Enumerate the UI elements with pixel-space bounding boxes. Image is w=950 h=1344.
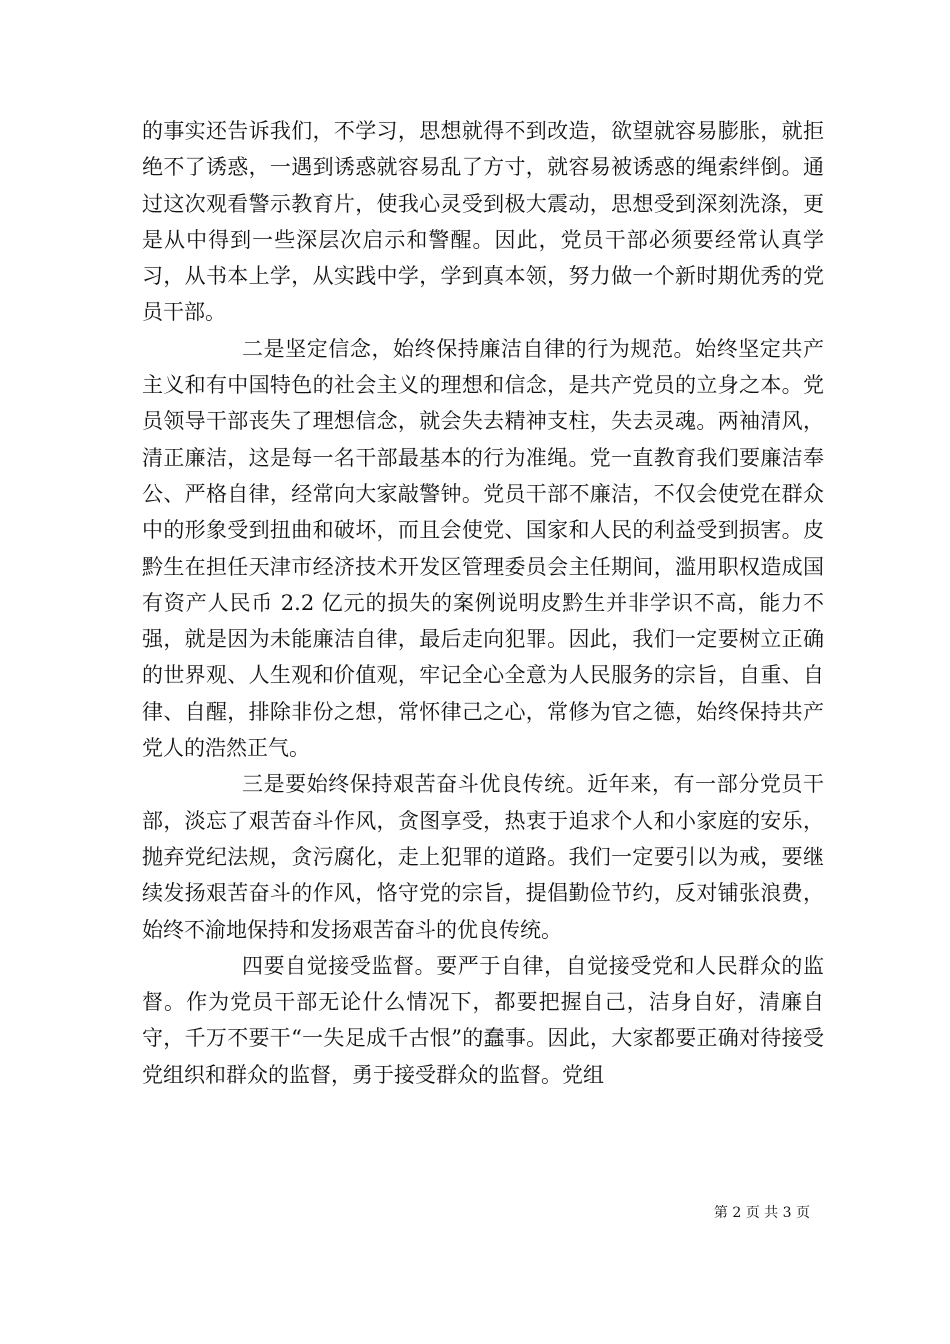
page-number-footer: 第 2 页 共 3 页	[713, 1205, 810, 1221]
paragraph-point-three: 三是要始终保持艰苦奋斗优良传统。近年来，有一部分党员干部，淡忘了艰苦奋斗作风，贪图享受，热衷于追求个人和小家庭的安乐，抛弃党纪法规，贪污腐化，走上犯罪的道路。我们一定要引以为戒，要继续发扬艰苦奋斗的作风，恪守党的宗旨，提倡勤俭节约，反对铺张浪费，始终不渝地保持和发扬艰苦奋斗的优良传统。	[142, 772, 824, 942]
document-body	[142, 113, 824, 1093]
paragraph-point-two: 二是坚定信念，始终保持廉洁自律的行为规范。始终坚定共产主义和有中国特色的社会主义的理想和信念，是共产党员的立身之本。党员领导干部丧失了理想信念，就会失去精神支柱，失去灵魂。两袖清风，清正廉洁，这是每一名干部最基本的行为准绳。党一直教育我们要廉洁奉公、严格自律，经常向大家敲警钟。党员干部不廉洁，不仅会使党在群众中的形象受到扭曲和破坏，而且会使党、国家和人民的利益受到损害。皮黔生在担任天津市经济技术开发区管理委员会主任期间，滥用职权造成国有资产人民币 2.2 亿元的损失的案例说明皮黔生并非学识不高，能力不强，就是因为未能廉洁自律，最后走向犯罪。因此，我们一定要树立正确的世界观、人生观和价值观，牢记全心全意为人民服务的宗旨，自重、自律、自醒，排除非份之想，常怀律己之心，常修为官之德，始终保持共产党人的浩然正气。	[142, 336, 824, 761]
paragraph-continuation: 的事实还告诉我们，不学习，思想就得不到改造，欲望就容易膨胀，就拒绝不了诱惑，一遇到诱惑就容易乱了方寸，就容易被诱惑的绳索绊倒。通过这次观看警示教育片，使我心灵受到极大震动，思想受到深刻洗涤，更是从中得到一些深层次启示和警醒。因此，党员干部必须要经常认真学习，从书本上学，从实践中学，学到真本领，努力做一个新时期优秀的党员干部。	[142, 119, 824, 325]
paragraph-point-four: 四要自觉接受监督。要严于自律，自觉接受党和人民群众的监督。作为党员干部无论什么情况下，都要把握自己，洁身自好，清廉自守，千万不要干“一失足成千古恨”的蠢事。因此，大家都要正确对待接受党组织和群众的监督，勇于接受群众的监督。党组	[142, 953, 824, 1087]
